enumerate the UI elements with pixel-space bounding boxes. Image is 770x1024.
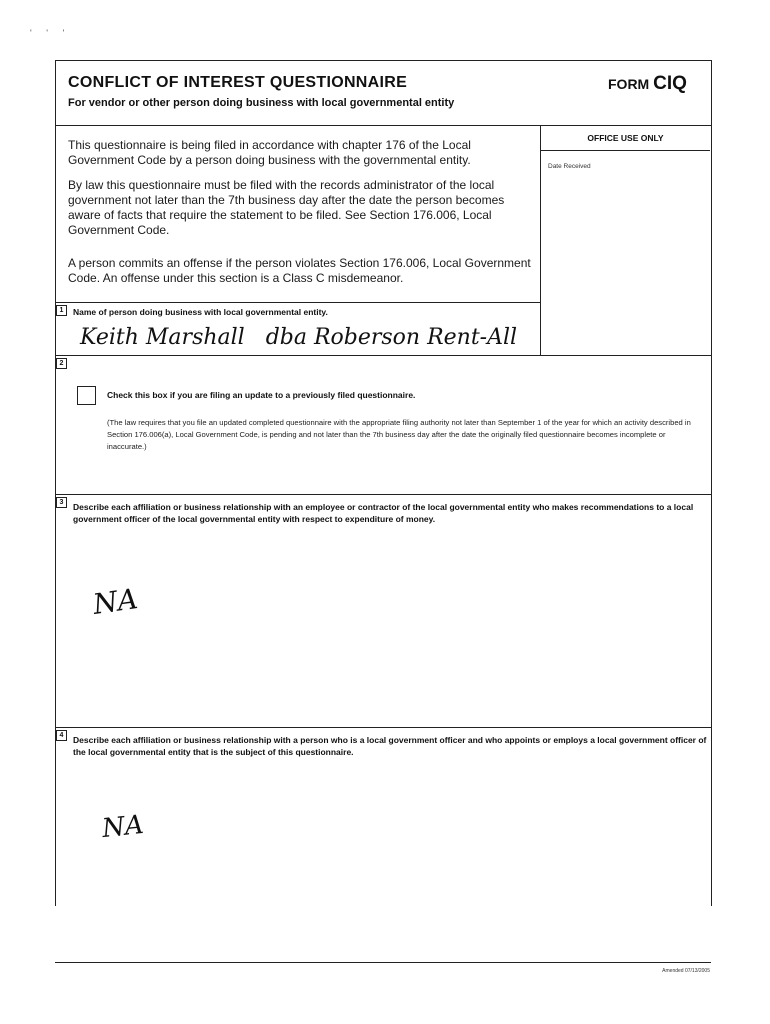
vendor-name-field[interactable]: Keith Marshall dba Roberson Rent-All <box>80 325 518 350</box>
form-code <box>608 73 687 95</box>
section1-label: Name of person doing business with local governmental entity. <box>73 307 328 317</box>
section3-number: 3 <box>56 497 67 508</box>
footer-rule <box>55 962 711 963</box>
update-note: (The law requires that you file an updated completed questionnaire with the appropriate filing authority not later than September 1 of the year for which an activity described in Section 176.006(a), Local Government Code, is pending and not later than the 7th business day after the date the originally filed questionnaire becomes incomplete or inaccurate.) <box>107 418 691 451</box>
section3-top-rule <box>55 494 711 495</box>
form-prefix: FORM <box>608 76 650 92</box>
section3-label: Describe each affiliation or business relationship with an employee or contractor of the local governmental entity who makes recommendations to a local government officer of the local governmental entity with respect to expenditure of money. <box>73 502 694 524</box>
section1-top-rule <box>55 302 541 303</box>
section2-top-rule <box>55 355 711 356</box>
form-subtitle: For vendor or other person doing business with local governmental entity <box>68 97 455 109</box>
intro-paragraph-3: A person commits an offense if the person violates Section 176.006, Local Government Code. An offense under this section is a Class C misdemeanor. <box>68 256 531 285</box>
office-use-heading-rule <box>541 150 710 151</box>
form-code-value: CIQ <box>653 73 687 94</box>
section4-top-rule <box>55 727 711 728</box>
form-title: CONFLICT OF INTEREST QUESTIONNAIRE <box>68 74 408 91</box>
section1-number: 1 <box>56 305 67 316</box>
section3-answer-field[interactable]: NA <box>90 582 140 621</box>
office-use-divider <box>540 125 541 355</box>
section4-answer-field[interactable]: NA <box>100 809 145 845</box>
update-checkbox-label: Check this box if you are filing an update to a previously filed questionnaire. <box>107 390 416 400</box>
scan-specks: ' ' ' <box>30 28 71 38</box>
section4-number: 4 <box>56 730 67 741</box>
date-received-label: Date Received <box>548 163 591 170</box>
intro-paragraph-2: By law this questionnaire must be filed with the records administrator of the local government not later than the 7th business day after the date the person becomes aware of facts that require the statement to be filed. See Section 176.006, Local Government Code. <box>68 178 505 237</box>
section2-number: 2 <box>56 358 67 369</box>
office-use-heading: OFFICE USE ONLY <box>587 133 664 143</box>
amended-date: Amended 07/13/2005 <box>662 968 710 974</box>
update-checkbox[interactable] <box>77 386 96 405</box>
header-divider <box>55 125 711 126</box>
section4-label: Describe each affiliation or business relationship with a person who is a local government officer and who appoints or employs a local government officer of the local governmental entity that is the subject of this questionnaire. <box>73 735 707 757</box>
intro-paragraph-1: This questionnaire is being filed in accordance with chapter 176 of the Local Government Code by a person doing business with the governmental entity. <box>68 138 471 167</box>
